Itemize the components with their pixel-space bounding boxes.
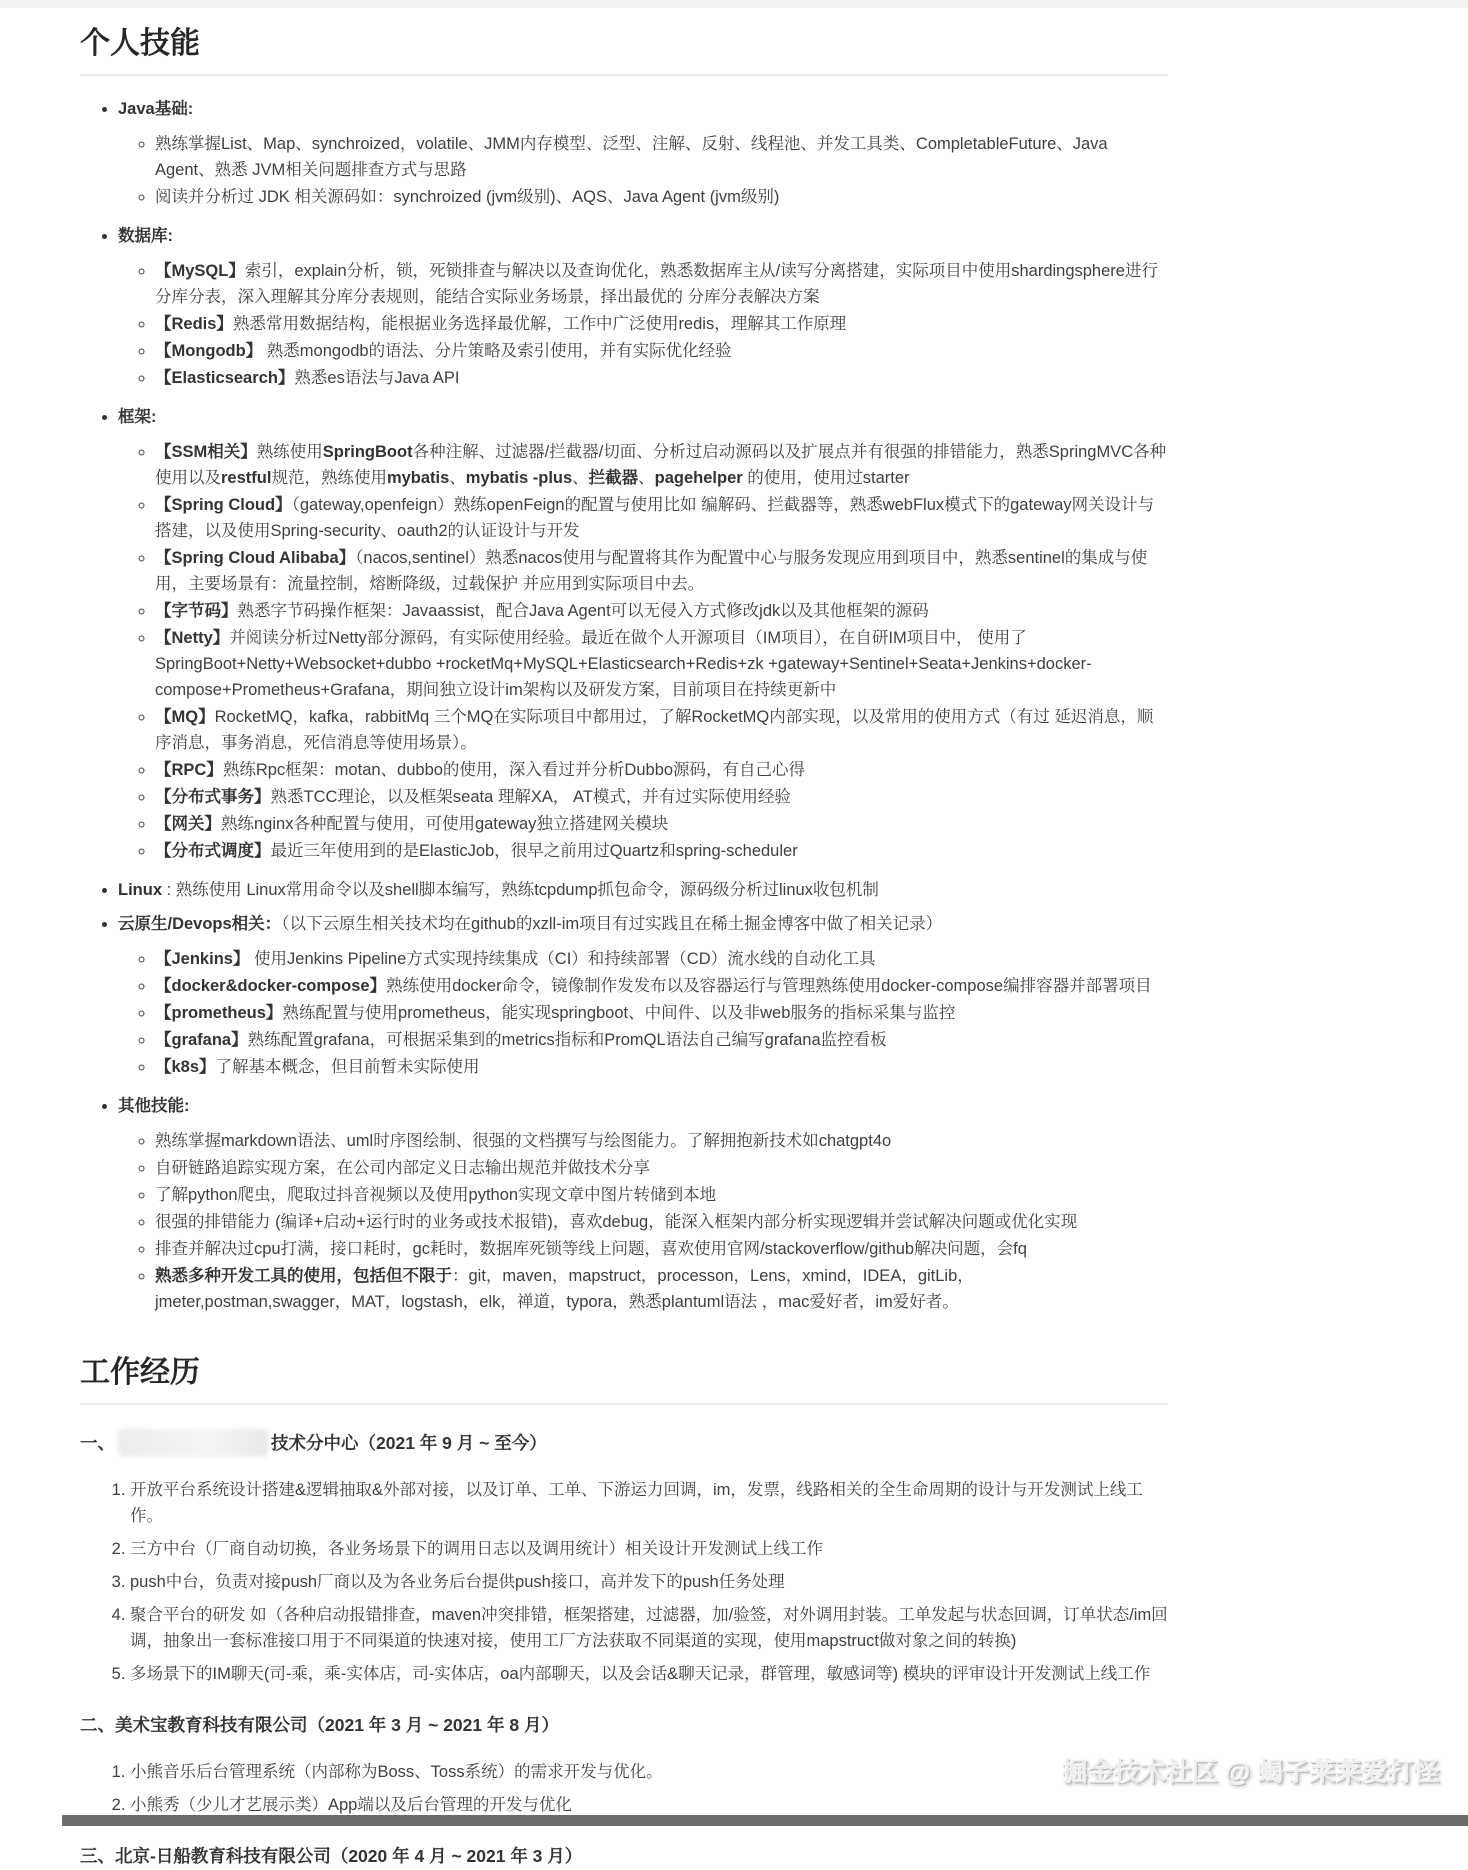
skill-text: RocketMQ，kafka，rabbitMq 三个MQ在实际项目中都用过，了解RocketMQ内部实现，以及常用的使用方式（有过 延迟消息，顺序消息，事务消息，死信消息等使用场景）。	[155, 708, 1154, 752]
skill-term: 【docker&docker-compose】	[155, 977, 387, 995]
skill-group-label: Linux	[118, 881, 162, 899]
skill-item	[155, 545, 1168, 597]
skill-term: 【Redis】	[155, 315, 233, 333]
job-period: （2021 年 3 月 ~ 2021 年 8 月）	[307, 1715, 559, 1735]
skills-section-title: 个人技能	[80, 18, 1168, 76]
skill-group-inline: : 熟练使用 Linux常用命令以及shell脚本编写，熟练tcpdump抓包命令，源码级分析过linux收包机制	[162, 881, 879, 899]
skill-sublist	[118, 439, 1168, 864]
skill-term: 【分布式调度】	[155, 842, 271, 860]
skill-group	[118, 96, 1168, 210]
skill-text: 熟悉TCC理论，以及框架seata 理解XA， AT模式，并有过实际使用经验	[270, 788, 791, 806]
job-period: （2021 年 9 月 ~ 至今）	[358, 1433, 547, 1453]
job-index: 一、	[80, 1433, 115, 1453]
skill-text: 自研链路追踪实现方案，在公司内部定义日志输出规范并做技术分享	[155, 1159, 650, 1177]
skill-text: 熟悉mongodb的语法、分片策略及索引使用，并有实际优化经验	[262, 342, 732, 360]
skill-text: 索引，explain分析，锁，死锁排查与解决以及查询优化，熟悉数据库主从/读写分离搭建，实际项目中使用shardingsphere进行分库分表，深入理解其分库分表规则，能结合实际业务场景，择出最优的 分库分表解决方案	[155, 262, 1158, 306]
skill-term: 拦截器	[588, 469, 639, 487]
skill-term: pagehelper	[654, 469, 743, 487]
job-index: 二、	[80, 1715, 115, 1735]
skill-term: 【Jenkins】	[155, 950, 250, 968]
skill-item	[155, 258, 1168, 310]
skill-group-label: 框架:	[118, 408, 157, 426]
skill-item	[155, 1027, 1168, 1053]
skill-term: 【prometheus】	[155, 1004, 283, 1022]
skill-group-inline: （以下云原生相关技术均在github的xzll-im项目有过实践且在稀土掘金博客中做了相关记录）	[281, 915, 943, 933]
job-duty: 2. 三方中台（厂商自动切换，各业务场景下的调用日志以及调用统计）相关设计开发测试上线工作	[130, 1536, 1168, 1562]
skill-item	[155, 365, 1168, 391]
resume-content	[80, 8, 1168, 1870]
skill-term: 【MQ】	[155, 708, 215, 726]
skill-item	[155, 784, 1168, 810]
skill-term: 【Mongodb】	[155, 342, 263, 360]
skill-item	[155, 311, 1168, 337]
job-duty: 5. 多场景下的IM聊天(司-乘，乘-实体店，司-实体店，oa内部聊天，以及会话&聊天记录，群管理，敏感词等) 模块的评审设计开发测试上线工作	[130, 1661, 1168, 1687]
skill-term: 【字节码】	[155, 602, 238, 620]
skill-term: 熟悉多种开发工具的使用，包括但不限于	[155, 1267, 452, 1285]
skill-text: 最近三年使用到的是ElasticJob，很早之前用过Quartz和spring-scheduler	[270, 842, 798, 860]
skill-item	[155, 1209, 1168, 1235]
skill-text: 熟练掌握markdown语法、uml时序图绘制、很强的文档撰写与绘图能力。了解拥抱新技术如chatgpt4o	[155, 1132, 892, 1150]
skill-item	[155, 1182, 1168, 1208]
skill-text: （nacos,sentinel）熟悉nacos使用与配置将其作为配置中心与服务发现应用到项目中，熟悉sentinel的集成与使用，主要场景有：流量控制，熔断降级，过载保护 并应用到实际项目中去。	[155, 549, 1148, 593]
job-heading	[80, 1842, 1168, 1870]
job-duty: 3. push中台，负责对接push厂商以及为各业务后台提供push接口，高并发下的push任务处理	[130, 1569, 1168, 1595]
redacted-company-name	[118, 1429, 268, 1457]
skill-text: 熟悉字节码操作框架：Javaassist，配合Java Agent可以无侵入方式修改jdk以及其他框架的源码	[237, 602, 929, 620]
experience-section-title: 工作经历	[80, 1347, 1168, 1405]
skill-group	[118, 404, 1168, 864]
skill-term: 【Elasticsearch】	[155, 369, 295, 387]
skill-item	[155, 1000, 1168, 1026]
skill-item	[155, 1263, 1168, 1315]
skill-term: 【MySQL】	[155, 262, 245, 280]
job-index: 三、	[80, 1846, 115, 1866]
skills-list	[80, 96, 1168, 1315]
skill-text: 阅读并分析过 JDK 相关源码如：synchroized (jvm级别)、AQS、Java Agent (jvm级别)	[155, 188, 780, 206]
skill-item	[155, 439, 1168, 491]
skill-text: 熟练配置grafana，可根据采集到的metrics指标和PromQL语法自己编写grafana监控看板	[247, 1031, 887, 1049]
skill-text: 熟练使用	[256, 443, 323, 461]
skill-text: 各种注解、过滤器/拦截器/切面、分析过启动源码以及扩展点并有很强的排错能力，熟悉SpringMVC各种使用以及	[155, 443, 1167, 487]
skill-text: （gateway,openfeign）熟练openFeign的配置与使用比如 编解码、拦截器等，熟悉webFlux模式下的gateway网关设计与搭建，以及使用Spring-security、oauth2的认证设计与开发	[155, 496, 1155, 540]
skill-term: 【k8s】	[155, 1058, 216, 1076]
skill-group	[118, 877, 1168, 903]
skill-item	[155, 492, 1168, 544]
job-duty: 4. 聚合平台的研发 如（各种启动报错排查，maven冲突排错，框架搭建，过滤器，加/验签，对外调用封装。工单发起与状态回调，订单状态/im回调，抽象出一套标准接口用于不同渠道的快速对接，使用工厂方法获取不同渠道的实现，使用mapstruct做对象之间的转换)	[130, 1602, 1168, 1654]
skill-text: 使用Jenkins Pipeline方式实现持续集成（CI）和持续部署（CD）流水线的自动化工具	[249, 950, 876, 968]
job-duty: 1. 开放平台系统设计搭建&逻辑抽取&外部对接，以及订单、工单、下游运力回调，im，发票，线路相关的全生命周期的设计与开发测试上线工作。	[130, 1477, 1168, 1529]
skill-sublist	[118, 946, 1168, 1080]
skill-item	[155, 973, 1168, 999]
skill-text: 很强的排错能力 (编译+启动+运行时的业务或技术报错)，喜欢debug，能深入框架内部分析实现逻辑并尝试解决问题或优化实现	[155, 1213, 1078, 1231]
job-heading	[80, 1711, 1168, 1739]
skill-item	[155, 338, 1168, 364]
jobs-container	[80, 1429, 1168, 1870]
juejin-watermark: 掘金技术社区 @ 蝎子莱莱爱打怪	[1062, 1757, 1440, 1787]
skill-term: restful	[221, 469, 272, 487]
job-duties	[80, 1759, 1168, 1818]
skill-item	[155, 946, 1168, 972]
skill-item	[155, 131, 1168, 183]
skill-text: 熟练掌握List、Map、synchroized，volatile、JMM内存模型、泛型、注解、反射、线程池、并发工具类、CompletableFuture、Java Agent、熟悉 JVM相关问题排查方式与思路	[155, 135, 1108, 179]
skill-term: 【Netty】	[155, 629, 230, 647]
skill-term: 【grafana】	[155, 1031, 248, 1049]
skill-sublist	[118, 1128, 1168, 1315]
skill-item	[155, 704, 1168, 756]
job-heading	[80, 1429, 1168, 1457]
skill-item	[155, 1128, 1168, 1154]
skill-text: ：git，maven，mapstruct，processon，Lens，xmind，IDEA，gitLib，jmeter,postman,swagger，MAT，logstash，elk，禅道，typora，熟悉plantuml语法 ，mac爱好者，im爱好者。	[155, 1267, 974, 1311]
top-strip	[0, 0, 1468, 8]
skill-term: mybatis -plus	[465, 469, 573, 487]
skill-term: 【SSM相关】	[155, 443, 257, 461]
skill-group	[118, 223, 1168, 391]
skill-text: 熟悉常用数据结构，能根据业务选择最优解，工作中广泛使用redis，理解其工作原理	[232, 315, 847, 333]
skill-term: 【分布式事务】	[155, 788, 271, 806]
skill-sublist	[118, 131, 1168, 210]
skill-item	[155, 1236, 1168, 1262]
skill-item	[155, 757, 1168, 783]
skill-item	[155, 838, 1168, 864]
skill-text: 了解基本概念，但目前暂未实际使用	[215, 1058, 480, 1076]
skill-term: 【RPC】	[155, 761, 223, 779]
skill-item	[155, 811, 1168, 837]
skill-text: 熟练使用docker命令，镜像制作发发布以及容器运行与管理熟练使用docker-compose编排容器并部署项目	[386, 977, 1152, 995]
job-duty: 1. 小熊音乐后台管理系统（内部称为Boss、Toss系统）的需求开发与优化。	[130, 1759, 1168, 1785]
skill-text: 、	[572, 469, 589, 487]
skill-group-label: 云原生/Devops相关：	[118, 915, 282, 933]
skill-group-label: Java基础:	[118, 100, 194, 118]
skill-text: 、	[449, 469, 466, 487]
skill-term: 【Spring Cloud Alibaba】	[155, 549, 356, 567]
skill-term: 【网关】	[155, 815, 221, 833]
skill-text: 、	[638, 469, 655, 487]
skill-group-label: 数据库:	[118, 227, 173, 245]
job-company: 美术宝教育科技有限公司	[115, 1715, 308, 1735]
skill-group-label: 其他技能:	[118, 1097, 190, 1115]
job-duty: 2. 小熊秀（少儿才艺展示类）App端以及后台管理的开发与优化	[130, 1792, 1168, 1818]
skill-group	[118, 1093, 1168, 1315]
skill-item	[155, 598, 1168, 624]
skill-term: 【Spring Cloud】	[155, 496, 292, 514]
skill-sublist	[118, 258, 1168, 391]
skill-text: 并阅读分析过Netty部分源码，有实际使用经验。最近在做个人开源项目（IM项目），在自研IM项目中， 使用了SpringBoot+Netty+Websocket+dubbo +rocketMq+MySQL+Elasticsearch+Redis+zk +gateway+Sentinel+Seata+Jenkins+docker-compose+Prometheus+Grafana，期间独立设计im架构以及研发方案，目前项目在持续更新中	[155, 629, 1092, 699]
skill-group	[118, 911, 1168, 1080]
job-period: （2020 年 4 月 ~ 2021 年 3 月）	[330, 1846, 583, 1866]
skill-text: 熟悉es语法与Java API	[294, 369, 460, 387]
job-company: 技术分中心	[271, 1433, 359, 1453]
job-duties	[80, 1477, 1168, 1687]
skill-item	[155, 625, 1168, 703]
skill-item	[155, 1054, 1168, 1080]
skill-item	[155, 1155, 1168, 1181]
skill-text: 了解python爬虫，爬取过抖音视频以及使用python实现文章中图片转储到本地	[155, 1186, 717, 1204]
skill-text: 规范，熟练使用	[271, 469, 387, 487]
skill-text: 熟练nginx各种配置与使用，可使用gateway独立搭建网关模块	[221, 815, 669, 833]
skill-text: 的使用，使用过starter	[742, 469, 910, 487]
skill-term: mybatis	[386, 469, 450, 487]
skill-item	[155, 184, 1168, 210]
skill-text: 熟练Rpc框架：motan、dubbo的使用，深入看过并分析Dubbo源码，有自己心得	[222, 761, 806, 779]
skill-text: 熟练配置与使用prometheus，能实现springboot、中间件、以及非web服务的指标采集与监控	[282, 1004, 956, 1022]
skill-text: 排查并解决过cpu打满，接口耗时，gc耗时，数据库死锁等线上问题，喜欢使用官网/stackoverflow/github解决问题，会fq	[155, 1240, 1027, 1258]
skill-term: SpringBoot	[322, 443, 413, 461]
horizontal-scrollbar[interactable]	[62, 1815, 1468, 1826]
job-company: 北京-日船教育科技有限公司	[115, 1846, 331, 1866]
